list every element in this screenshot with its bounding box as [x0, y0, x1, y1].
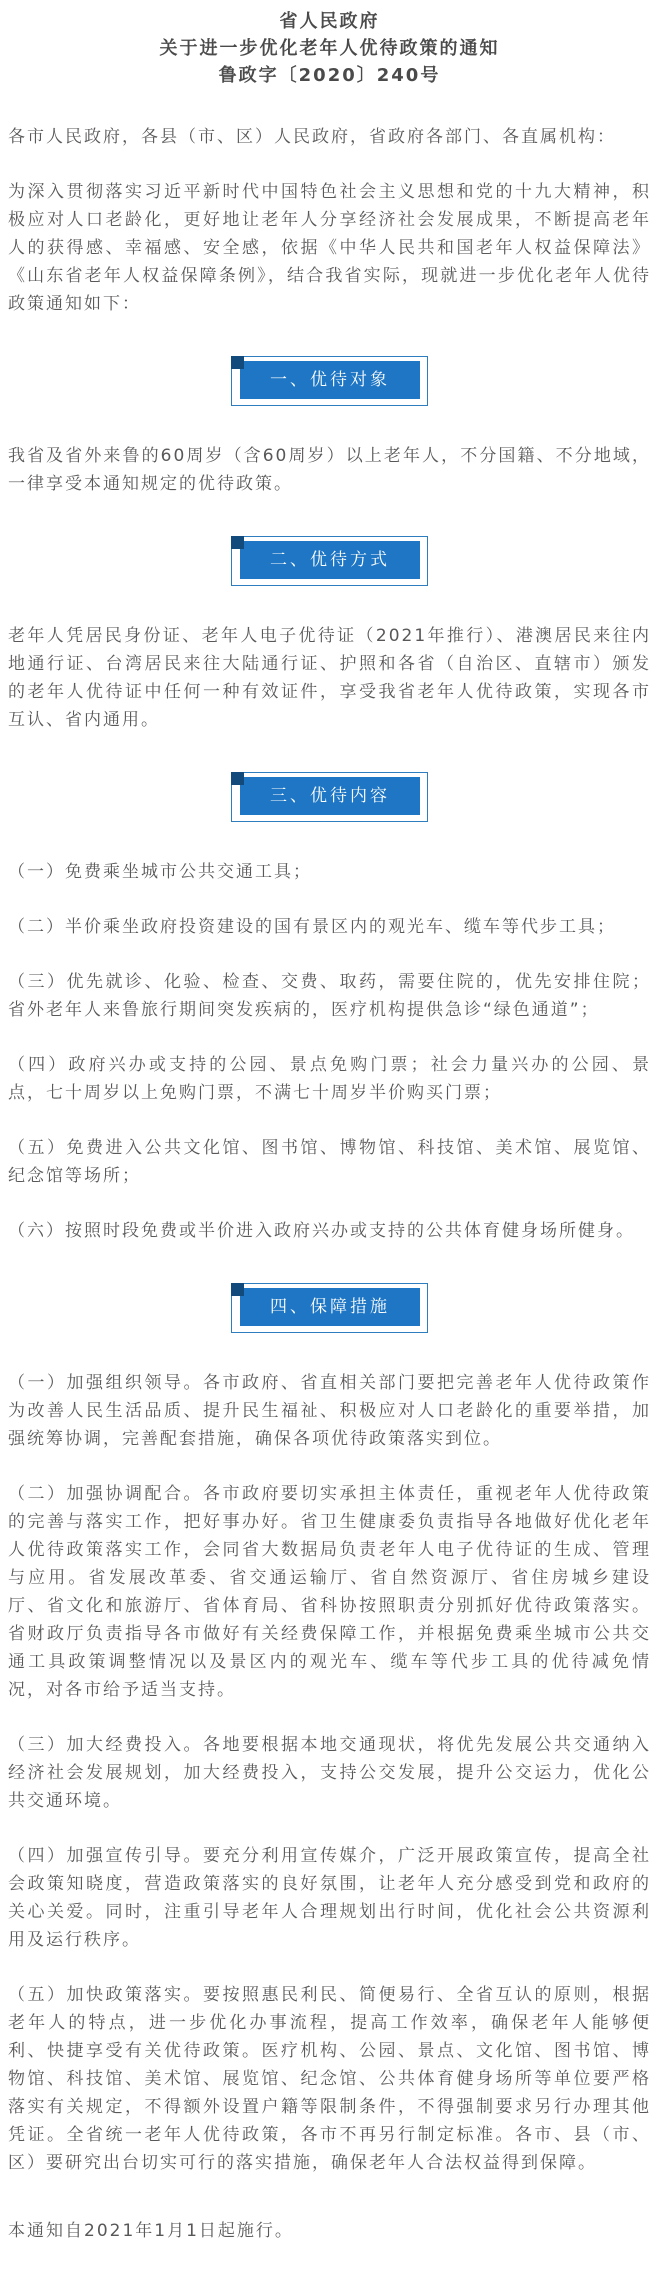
section-heading-row: [8, 772, 651, 822]
section-heading-badge: [231, 356, 428, 406]
badge-corner-accent: [231, 1283, 244, 1296]
issuing-authority: 省人民政府: [279, 11, 380, 32]
section-heading-label: 一、优待对象: [240, 361, 420, 399]
salutation-paragraph: 各市人民政府，各县（市、区）人民政府，省政府各部门、各直属机构：: [8, 127, 616, 147]
section-paragraph: （二）加强协调配合。各市政府要切实承担主体责任，重视老年人优待政策的完善与落实工作，把好事办好。省卫生健康委负责指导各地做好优化老年人优待政策落实工作，会同省大数据局负责老年人电子优待证的生成、管理与应用。省发展改革委、省交通运输厅、省自然资源厅、省住房城乡建设厅、省文化和旅游厅、省体育局、省科协按照职责分别抓好优待政策落实。省财政厅负责指导各市做好有关经费保障工作，并根据免费乘坐城市公共交通工具政策调整情况以及景区内的观光车、缆车等代步工具的优待减免情况，对各市给予适当支持。: [8, 1484, 651, 1700]
section-paragraph: （六）按照时段免费或半价进入政府兴办或支持的公共体育健身场所健身。: [8, 1221, 635, 1241]
sections-container: [8, 356, 651, 2177]
section-paragraph: （三）加大经费投入。各地要根据本地交通现状，将优先发展公共交通纳入经济社会发展规划，加大经费投入，支持公交发展，提升公交运力，优化公共交通环境。: [8, 1735, 651, 1811]
section-heading-badge: [231, 1283, 428, 1333]
section-paragraph: （四）加强宣传引导。要充分利用宣传媒介，广泛开展政策宣传，提高全社会政策知晓度，营造政策落实的良好氛围，让老年人充分感受到党和政府的关心关爱。同时，注重引导老年人合理规划出行时间，优化社会公共资源利用及运行秩序。: [8, 1846, 651, 1950]
document-title: 关于进一步优化老年人优待政策的通知: [159, 38, 500, 59]
section-paragraph: 我省及省外来鲁的60周岁（含60周岁）以上老年人，不分国籍、不分地域，一律享受本通知规定的优待政策。: [8, 446, 651, 494]
section-paragraph: （五）加快政策落实。要按照惠民利民、简便易行、全省互认的原则，根据老年人的特点，进一步优化办事流程，提高工作效率，确保老年人能够便利、快捷享受有关优待政策。医疗机构、公园、景点、文化馆、图书馆、博物馆、科技馆、美术馆、展览馆、纪念馆、公共体育健身场所等单位要严格落实有关规定，不得额外设置户籍等限制条件，不得强制要求另行办理其他凭证。全省统一老年人优待政策，各市不再另行制定标准。各市、县（市、区）要研究出台切实可行的落实措施，确保老年人合法权益得到保障。: [8, 1985, 651, 2173]
badge-corner-accent: [231, 536, 244, 549]
section-paragraph: （五）免费进入公共文化馆、图书馆、博物馆、科技馆、美术馆、展览馆、纪念馆等场所；: [8, 1138, 651, 1186]
section-heading-row: [8, 536, 651, 586]
section-paragraph: （二）半价乘坐政府投资建设的国有景区内的观光车、缆车等代步工具；: [8, 917, 616, 937]
section-paragraph: （三）优先就诊、化验、检查、交费、取药，需要住院的，优先安排住院；省外老年人来鲁旅行期间突发疾病的，医疗机构提供急诊“绿色通道”；: [8, 972, 651, 1020]
section-heading-label: 二、优待方式: [240, 541, 420, 579]
document-number: 鲁政字〔2020〕240号: [218, 65, 441, 86]
closing-paragraph: 本通知自2021年1月1日起施行。: [8, 2221, 294, 2241]
intro-paragraph: 为深入贯彻落实习近平新时代中国特色社会主义思想和党的十九大精神，积极应对人口老龄化，更好地让老年人分享经济社会发展成果，不断提高老年人的获得感、幸福感、安全感，依据《中华人民共和国老年人权益保障法》《山东省老年人权益保障条例》，结合我省实际，现就进一步优化老年人优待政策通知如下：: [8, 182, 651, 314]
section-paragraph: 老年人凭居民身份证、老年人电子优待证（2021年推行）、港澳居民来往内地通行证、台湾居民来往大陆通行证、护照和各省（自治区、直辖市）颁发的老年人优待证中任何一种有效证件，享受我省老年人优待政策，实现各市互认、省内通用。: [8, 626, 651, 730]
section-heading-badge: [231, 536, 428, 586]
badge-corner-accent: [231, 356, 244, 369]
section-paragraph: （一）加强组织领导。各市政府、省直相关部门要把完善老年人优待政策作为改善人民生活品质、提升民生福祉、积极应对人口老龄化的重要举措，加强统筹协调，完善配套措施，确保各项优待政策落实到位。: [8, 1373, 651, 1449]
section-heading-row: [8, 1283, 651, 1333]
section-heading-badge: [231, 772, 428, 822]
section-paragraph: （四）政府兴办或支持的公园、景点免购门票；社会力量兴办的公园、景点，七十周岁以上免购门票，不满七十周岁半价购买门票；: [8, 1055, 651, 1103]
badge-corner-accent: [231, 772, 244, 785]
document-title-block: [8, 8, 651, 89]
section-paragraph: （一）免费乘坐城市公共交通工具；: [8, 862, 312, 882]
section-heading-row: [8, 356, 651, 406]
section-heading-label: 四、保障措施: [240, 1288, 420, 1326]
section-heading-label: 三、优待内容: [240, 777, 420, 815]
